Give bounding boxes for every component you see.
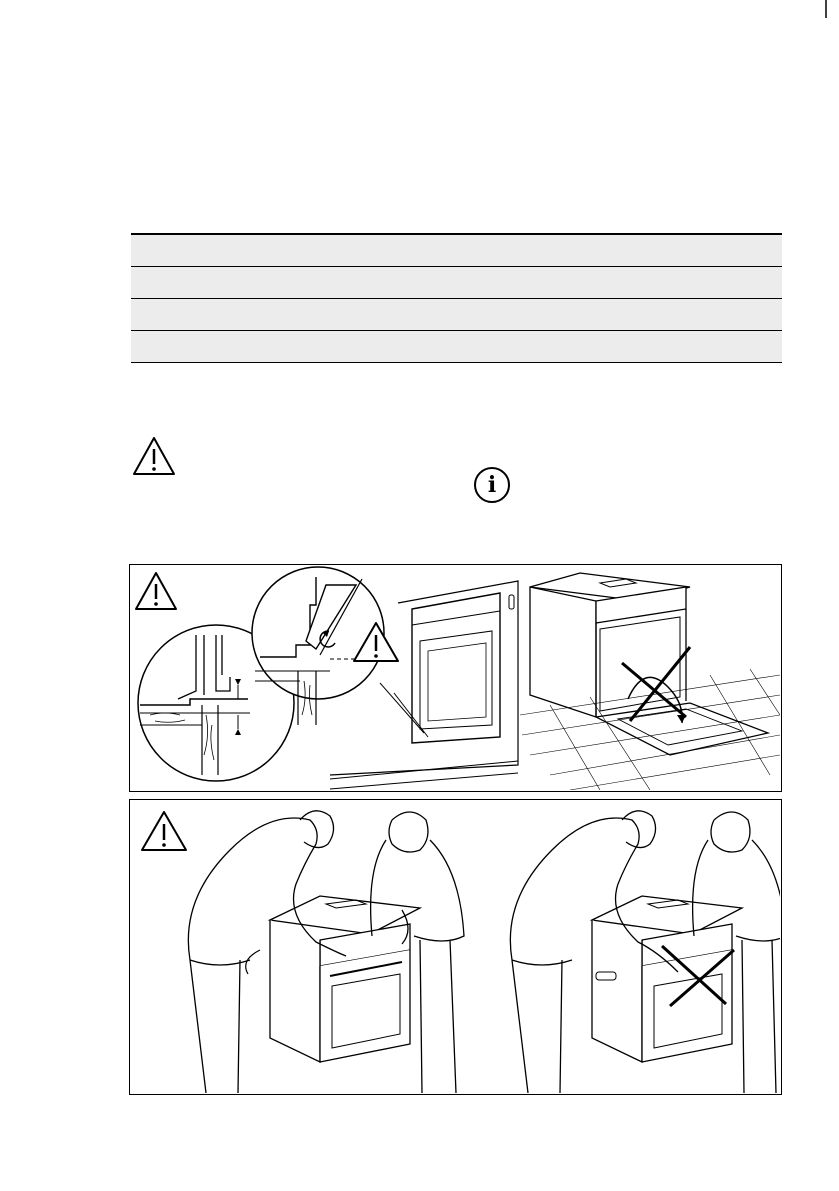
- warning-triangle-icon: [142, 812, 186, 850]
- correct-carrying-drawing: [188, 811, 464, 1093]
- table-row: [131, 299, 782, 331]
- carrying-panel: [129, 799, 782, 1095]
- table-row: [131, 331, 782, 363]
- carrying-illustration: [130, 800, 780, 1093]
- specification-table: [131, 233, 782, 363]
- installation-illustration: [130, 565, 780, 790]
- oven-open-door-drawing: [520, 573, 780, 790]
- table-row: [131, 234, 782, 267]
- table-cell-label: [131, 299, 782, 331]
- installation-detail-panel: [129, 564, 782, 792]
- table-cell-label: [131, 331, 782, 363]
- info-icon: i: [474, 467, 510, 503]
- table-row: [131, 267, 782, 299]
- table-cell-label: [131, 234, 782, 267]
- warning-triangle-icon: [136, 573, 176, 609]
- table-cell-label: [131, 267, 782, 299]
- page-top-edge: [0, 0, 839, 20]
- incorrect-carrying-drawing: [510, 811, 780, 1093]
- warning-triangle-icon: [132, 436, 176, 476]
